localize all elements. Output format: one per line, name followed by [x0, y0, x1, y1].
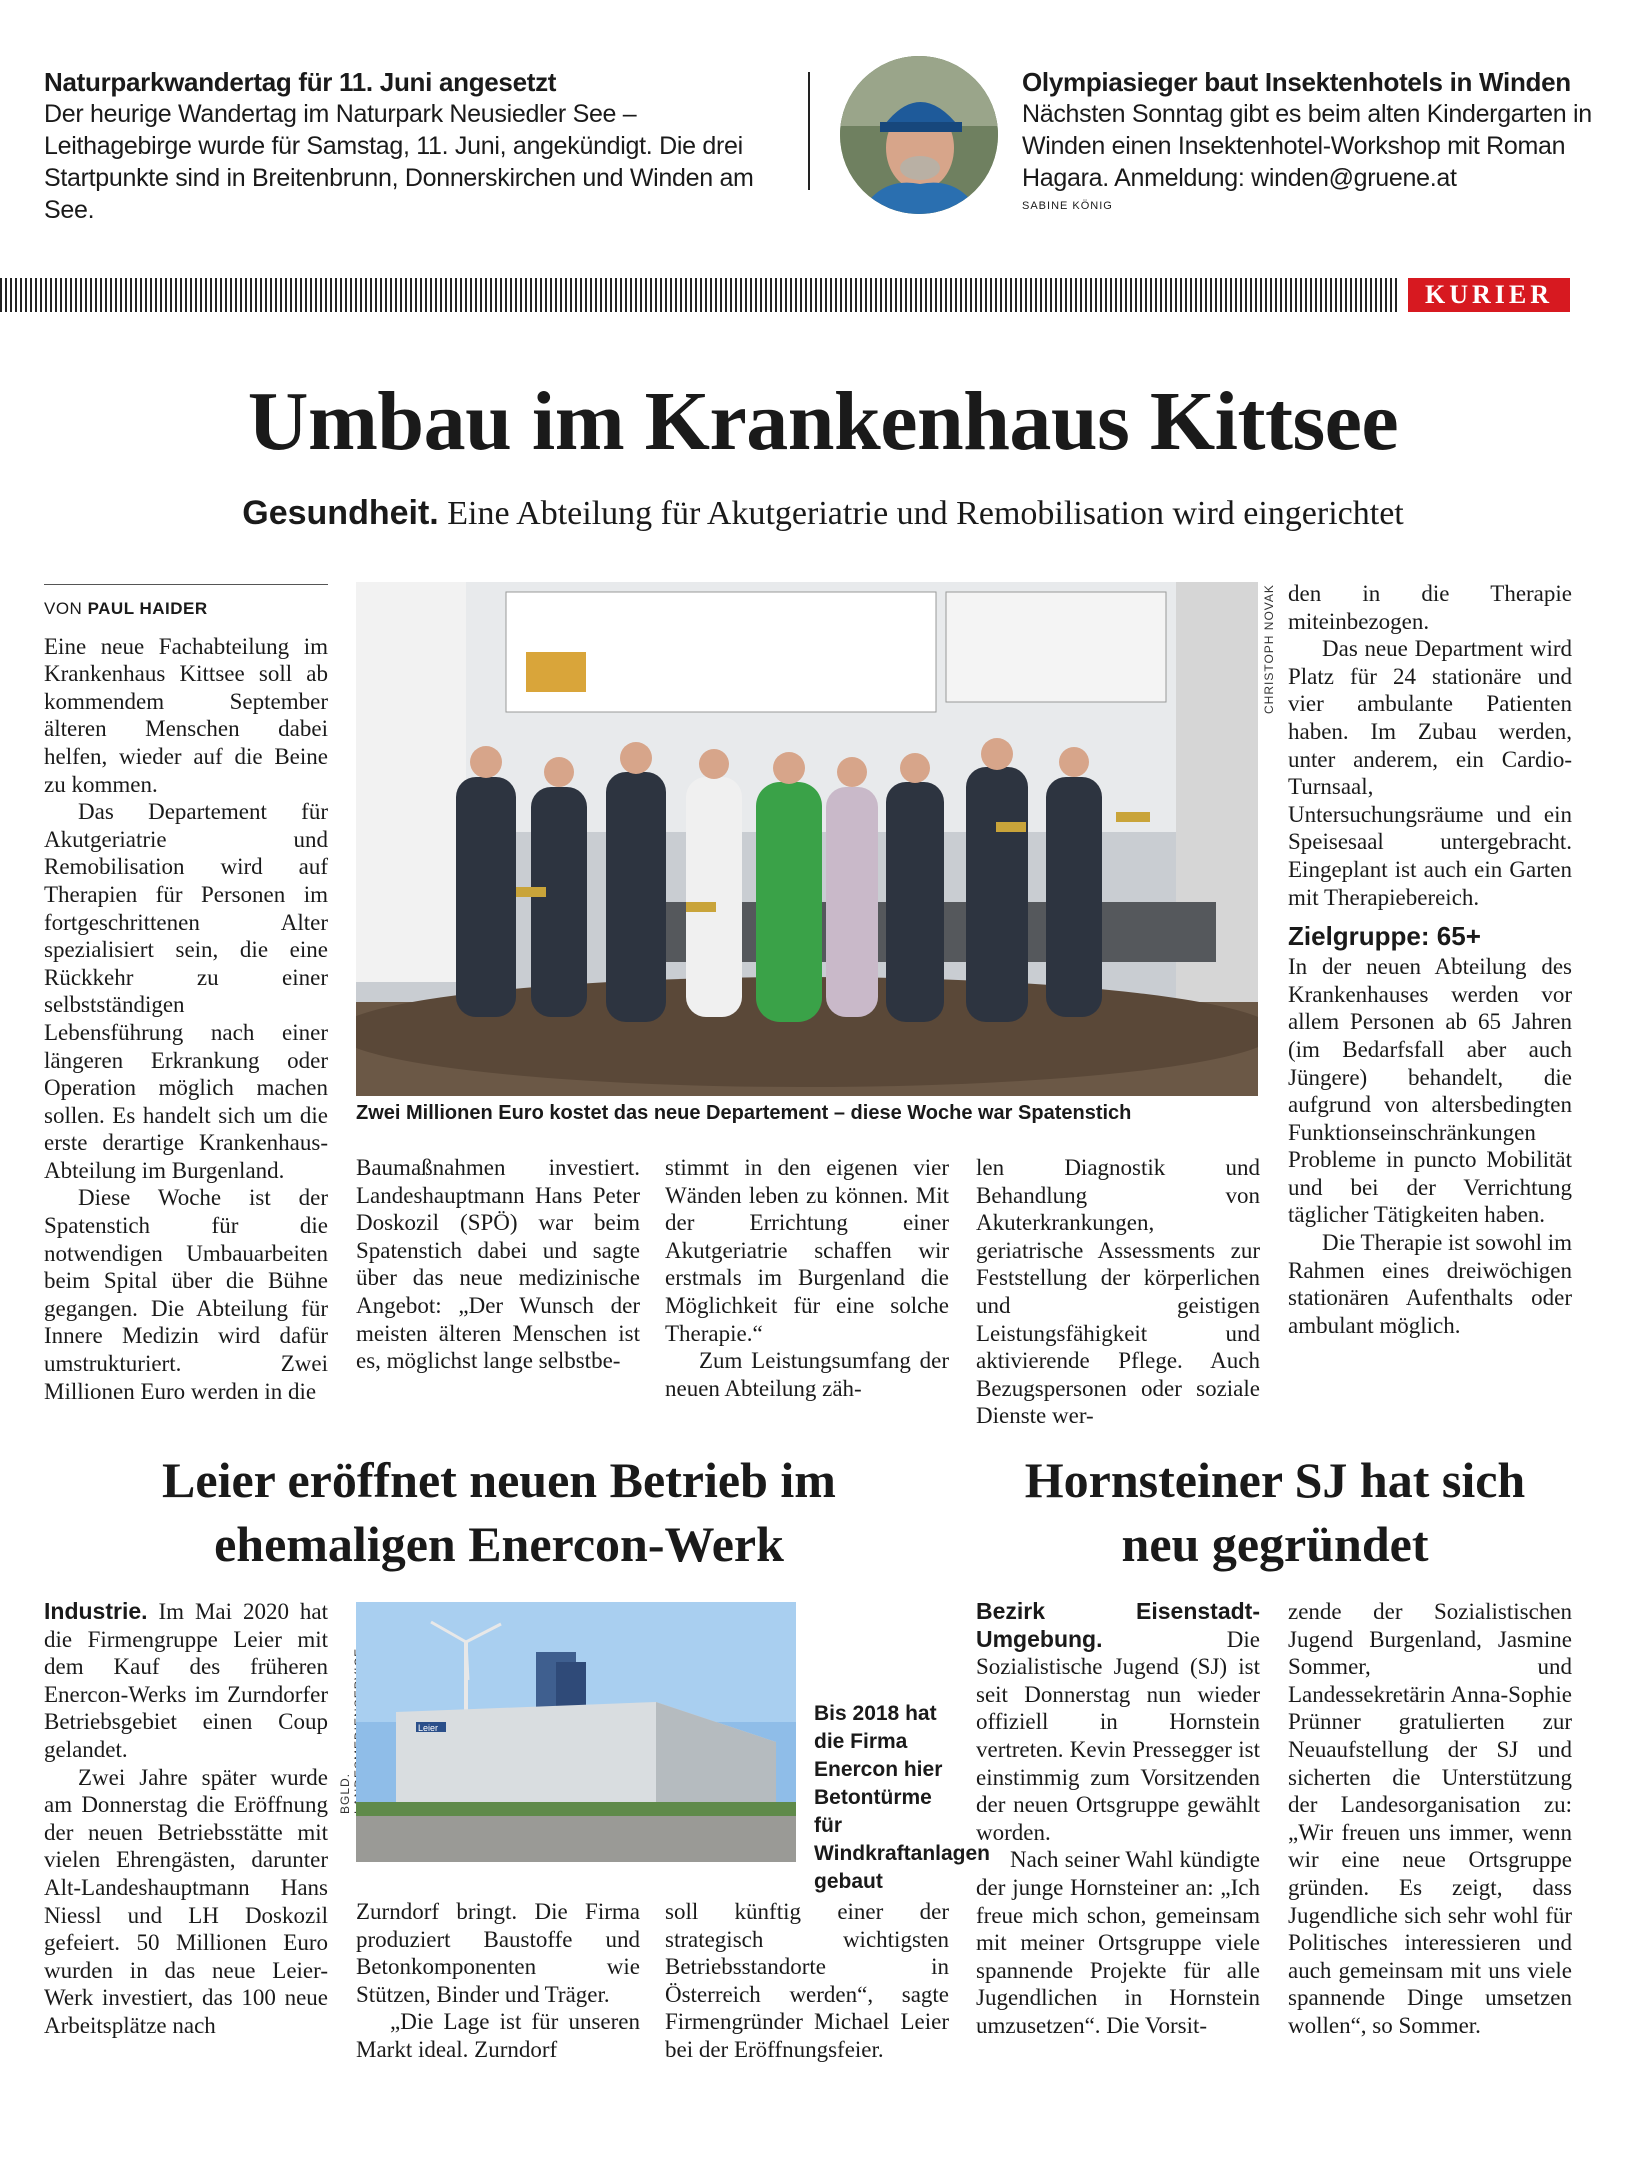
paragraph: Das Departement für Akutgeriatrie und Remobilisation wird auf Therapien für Personen im fortgeschrittenen Alter spezialisiert sein, die eine Rückkehr zu einer selbstständigen Lebensführung nach einer längeren Erkrankung oder Operation möglich machen sollen. Es handelt sich um die erste derartige Krankenhaus-Abteilung im Burgenland. — [44, 799, 328, 1183]
byline — [44, 584, 328, 623]
leier-lead: Im Mai 2020 hat die Firmengruppe Leier mit dem Kauf des früheren Enercon-Werks im Zurndorfer Betriebsgebiet einen Coup gelandet. — [44, 1599, 328, 1762]
sj-column-2 — [1288, 1598, 1572, 2040]
main-photo-caption: Zwei Millionen Euro kostet das neue Departement – diese Woche war Spatenstich — [356, 1102, 1132, 1124]
teaser-left-title: Naturparkwandertag für 11. Juni angesetzt — [44, 67, 557, 97]
teaser-right-body: Nächsten Sonntag gibt es beim alten Kindergarten in Winden einen Insektenhotel-Workshop mit Roman Hagara. Anmeldung: winden@gruene.at — [1022, 100, 1592, 192]
main-column-5 — [1288, 580, 1572, 1339]
main-headline: Umbau im Krankenhaus Kittsee — [247, 375, 1399, 468]
paragraph — [976, 1598, 1260, 1846]
paragraph: Nach seiner Wahl kündigte der junge Hornsteiner an: „Ich freue mich schon, gemeinsam mit meiner Ortsgruppe viele spannende Projekte für alle Jugendlichen in Hornstein umzusetzen“. Die Vorsit- — [976, 1847, 1260, 2038]
sj-headline-line2: neu gegründet — [1121, 1516, 1429, 1572]
paragraph: len Diagnostik und Behandlung von Akuterkrankungen, geriatrische Assessments zur Feststellung der körperlichen und geistigen Leistungsfähigkeit und aktivierende Pflege. Auch Bezugspersonen oder soziale Dienste wer- — [976, 1155, 1260, 1429]
paragraph: den in die Therapie miteinbezogen. — [1288, 581, 1572, 634]
paragraph: Baumaßnahmen investiert. Landeshauptmann Hans Peter Doskozil (SPÖ) war beim Spatenstich dabei und sagte über das neue medizinische Angebot: „Der Wunsch der meisten älteren Menschen ist es, möglichst lange selbstbe- — [356, 1155, 640, 1374]
factory-photo — [356, 1602, 796, 1862]
main-deck — [0, 494, 1646, 533]
paragraph: Eine neue Fachabteilung im Krankenhaus Kittsee soll ab kommendem September älteren Menschen dabei helfen, wieder auf die Beine zu kommen. — [44, 633, 328, 797]
leier-photo-caption: Bis 2018 hat die Firma Enercon hier Betontürme für Windkraftanlagen gebaut — [814, 1702, 990, 1893]
main-kicker: Gesundheit. — [242, 494, 439, 532]
sj-kicker: Bezirk Eisenstadt-Umgebung. — [976, 1598, 1260, 1652]
sj-headline — [976, 1448, 1574, 1576]
paragraph: Zwei Jahre später wurde am Donnerstag die Eröffnung der neuen Betriebsstätte mit vielen Ehrengästen, darunter Alt-Landeshauptmann Hans Niessl und LH Doskozil gefeiert. 50 Millionen Euro wurden in das neue Leier-Werk investiert, das 100 neue Arbeitsplätze nach — [44, 1764, 328, 2038]
leier-column-3 — [665, 1898, 949, 2064]
paragraph: Die Therapie ist sowohl im Rahmen eines dreiwöchigen stationären Aufenthalts oder ambulant möglich. — [1288, 1230, 1572, 1338]
leier-headline — [44, 1448, 954, 1576]
leier-column-1 — [44, 1598, 328, 2040]
leier-headline-line1: Leier eröffnet neuen Betrieb im — [162, 1452, 836, 1508]
byline-prefix: VON — [44, 599, 88, 618]
teaser-left-body: Der heurige Wandertag im Naturpark Neusiedler See – Leithagebirge wurde für Samstag, 11. Juni, angekündigt. Die drei Startpunkte sind in Breitenbrunn, Donnerskirchen und Winden am See. — [44, 100, 754, 224]
paragraph: stimmt in den eigenen vier Wänden leben zu können. Mit der Errichtung einer Akutgeriatrie schaffen wir erstmals im Burgenland die Möglichkeit für eine solche Therapie.“ — [665, 1155, 949, 1346]
main-column-3 — [665, 1154, 949, 1402]
leier-kicker: Industrie. — [44, 1598, 148, 1624]
separator-bar — [0, 278, 1400, 312]
paragraph — [44, 1598, 328, 1764]
teaser-right-credit: SABINE KÖNIG — [1022, 200, 1113, 212]
portrait-photo — [840, 56, 998, 214]
main-column-4 — [976, 1154, 1260, 1430]
paragraph: Zum Leistungsumfang der neuen Abteilung zäh- — [665, 1348, 949, 1401]
main-column-1 — [44, 584, 328, 1405]
main-deck-text: Eine Abteilung für Akutgeriatrie und Remobilisation wird eingerichtet — [438, 495, 1404, 532]
main-column-2 — [356, 1154, 640, 1375]
main-photo — [356, 582, 1258, 1096]
paragraph: In der neuen Abteilung des Krankenhauses werden vor allem Personen ab 65 Jahren (im Bedarfsfall aber auch Jüngere) behandelt, die aufgrund von altersbedingten Funktionseinschränkungen Probleme in puncto Mobilität und bei der Verrichtung täglicher Tätigkeiten haben. — [1288, 954, 1572, 1228]
paragraph: Diese Woche ist der Spatenstich für die notwendigen Umbauarbeiten beim Spital über die Bühne gegangen. Die Abteilung für Innere Medizin wird dafür umstrukturiert. Zwei Millionen Euro werden in die — [44, 1185, 328, 1404]
groundbreaking-photo — [356, 582, 1258, 1096]
paragraph: „Die Lage ist für unseren Markt ideal. Zurndorf — [356, 2009, 640, 2062]
factory-sign: Leier — [418, 1723, 439, 1733]
subheading: Zielgruppe: 65+ — [1288, 921, 1481, 952]
sj-lead: Die Sozialistische Jugend (SJ) ist seit Donnerstag nun wieder offiziell in Hornstein vertreten. Kevin Pressegger ist einstimmig zum Vorsitzenden der neuen Ortsgruppe gewählt worden. — [976, 1626, 1260, 1845]
teaser-right — [1022, 66, 1612, 212]
paragraph: Das neue Department wird Platz für 24 stationäre und vier ambulante Patienten haben. Im Zubau werden, unter anderem, ein Cardio-Turnsaal, Untersuchungsräume und ein Speisesaal untergebracht. Eingeplant ist auch ein Garten mit Therapiebereich. — [1288, 636, 1572, 910]
leier-photo — [356, 1602, 796, 1862]
teaser-portrait — [840, 56, 998, 214]
sj-headline-line1: Hornsteiner SJ hat sich — [1024, 1452, 1526, 1508]
brand-logo: KURIER — [1408, 278, 1570, 312]
paragraph: Zurndorf bringt. Die Firma produziert Baustoffe und Betonkomponenten wie Stützen, Binder und Träger. — [356, 1899, 640, 2007]
leier-photo-credit: BGLD. — [338, 1772, 352, 1814]
paragraph: soll künftig einer der strategisch wichtigsten Betriebsstandorte in Österreich werden“, sagte Firmengründer Michael Leier bei der Eröffnungsfeier. — [665, 1899, 949, 2062]
sj-column-1 — [976, 1598, 1260, 2040]
leier-column-2 — [356, 1898, 640, 2064]
teaser-divider — [808, 72, 810, 190]
teaser-left — [44, 66, 784, 226]
main-photo-credit: CHRISTOPH NOVAK — [1262, 584, 1276, 714]
teaser-right-title: Olympiasieger baut Insektenhotels in Winden — [1022, 67, 1571, 97]
leier-headline-line2: ehemaligen Enercon-Werk — [214, 1516, 784, 1572]
byline-author: PAUL HAIDER — [87, 599, 208, 618]
paragraph: zende der Sozialistischen Jugend Burgenland, Jasmine Sommer, und Landessekretärin Anna-Sophie Prünner gratulierten zur Neuaufstellung der SJ und sicherten die Unterstützung der Landesorganisation zu: „Wir freuen uns immer, wenn wir eine neue Ortsgruppe gründen. Es zeigt, dass Jugendliche sich sehr wohl für Politisches interessieren und auch gemeinsam mit uns viele spannende Dinge umsetzen wollen“, so Sommer. — [1288, 1599, 1572, 2038]
